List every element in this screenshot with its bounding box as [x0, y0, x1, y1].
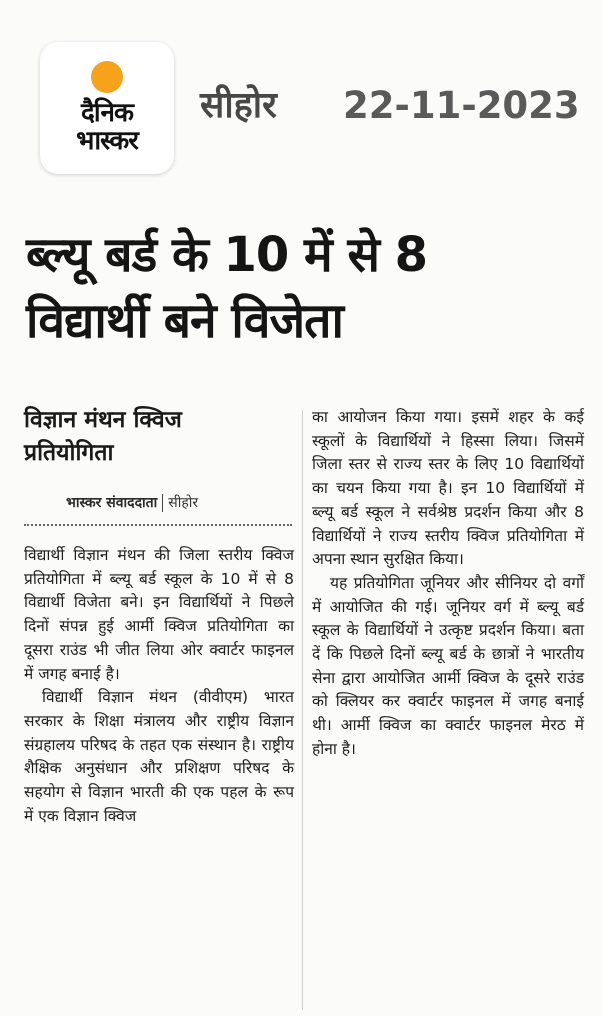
- article-subhead: [24, 404, 289, 470]
- article-headline: [26, 222, 586, 354]
- article-paragraph-4: यह प्रतियोगिता जूनियर और सीनियर दो वर्गों में आयोजित की गई। जूनियर वर्ग में ब्ल्यू बर्ड स्कूल के विद्यार्थियों ने उत्कृष्ट प्रदर्शन किया। बता दें कि पिछले दिनों ब्ल्यू बर्ड के छात्रों ने भारतीय सेना द्वारा आयोजित आर्मी क्विज के दूसरे राउंड को क्लियर कर क्वार्टर फाइनल में जगह बनाई थी। आर्मी क्विज का क्वार्टर फाइनल मेरठ में होना है।: [312, 573, 584, 758]
- edition-date: 22-11-2023: [343, 84, 580, 127]
- logo-text-line1: दैनिक: [81, 98, 133, 128]
- article-column-right: [312, 406, 584, 762]
- edition-city: सीहोर: [200, 85, 277, 126]
- headline-line1: ब्ल्यू बर्ड के 10 में से 8: [26, 227, 427, 283]
- subhead-line2: प्रतियोगिता: [24, 440, 114, 466]
- article-paragraph-1: विद्यार्थी विज्ञान मंथन की जिला स्तरीय क्विज प्रतियोगिता में ब्ल्यू बर्ड स्कूल के 10 में से 8 विद्यार्थी विजेता बने। इन विद्यार्थियों ने पिछले दिनों संपन्न हुई आर्मी क्विज प्रतियोगिता का दूसरा राउंड भी जीत लिया ओर क्वार्टर फाइनल में जगह बनाई है।: [24, 546, 294, 683]
- byline-divider: [24, 524, 292, 526]
- article-paragraph-2: विद्यार्थी विज्ञान मंथन (वीवीएम) भारत सरकार के शिक्षा मंत्रालय और राष्ट्रीय विज्ञान संग्रहालय परिषद के तहत एक संस्थान है। राष्ट्रीय शैक्षिक अनुसंधान और प्रशिक्षण परिषद के सहयोग से विज्ञान भारती की एक पहल के रूप में एक विज्ञान क्विज: [24, 688, 294, 825]
- subhead-line1: विज्ञान मंथन क्विज: [24, 407, 182, 433]
- byline-separator: [162, 494, 163, 512]
- byline: [66, 493, 198, 513]
- logo-text-line2: भास्कर: [76, 126, 138, 156]
- sun-dot-icon: [91, 61, 123, 93]
- column-divider: [302, 410, 303, 1010]
- byline-author: भास्कर संवाददाता: [66, 495, 158, 511]
- byline-place: सीहोर: [168, 495, 199, 511]
- article-paragraph-3: का आयोजन किया गया। इसमें शहर के कई स्कूलों के विद्यार्थियों ने हिस्सा लिया। जिसमें जिला स्तर से राज्य स्तर के लिए 10 विद्यार्थियों का चयन किया गया है। इन 10 विद्यार्थियों में ब्ल्यू बर्ड स्कूल ने सर्वश्रेष्ठ प्रदर्शन किया और 8 विद्यार्थियों ने राज्य स्तरीय क्विज प्रतियोगिता में अपना स्थान सुरक्षित किया।: [312, 408, 584, 569]
- article-column-left: [24, 544, 294, 828]
- newspaper-logo: [40, 42, 174, 174]
- headline-line2: विद्यार्थी बने विजेता: [26, 293, 343, 349]
